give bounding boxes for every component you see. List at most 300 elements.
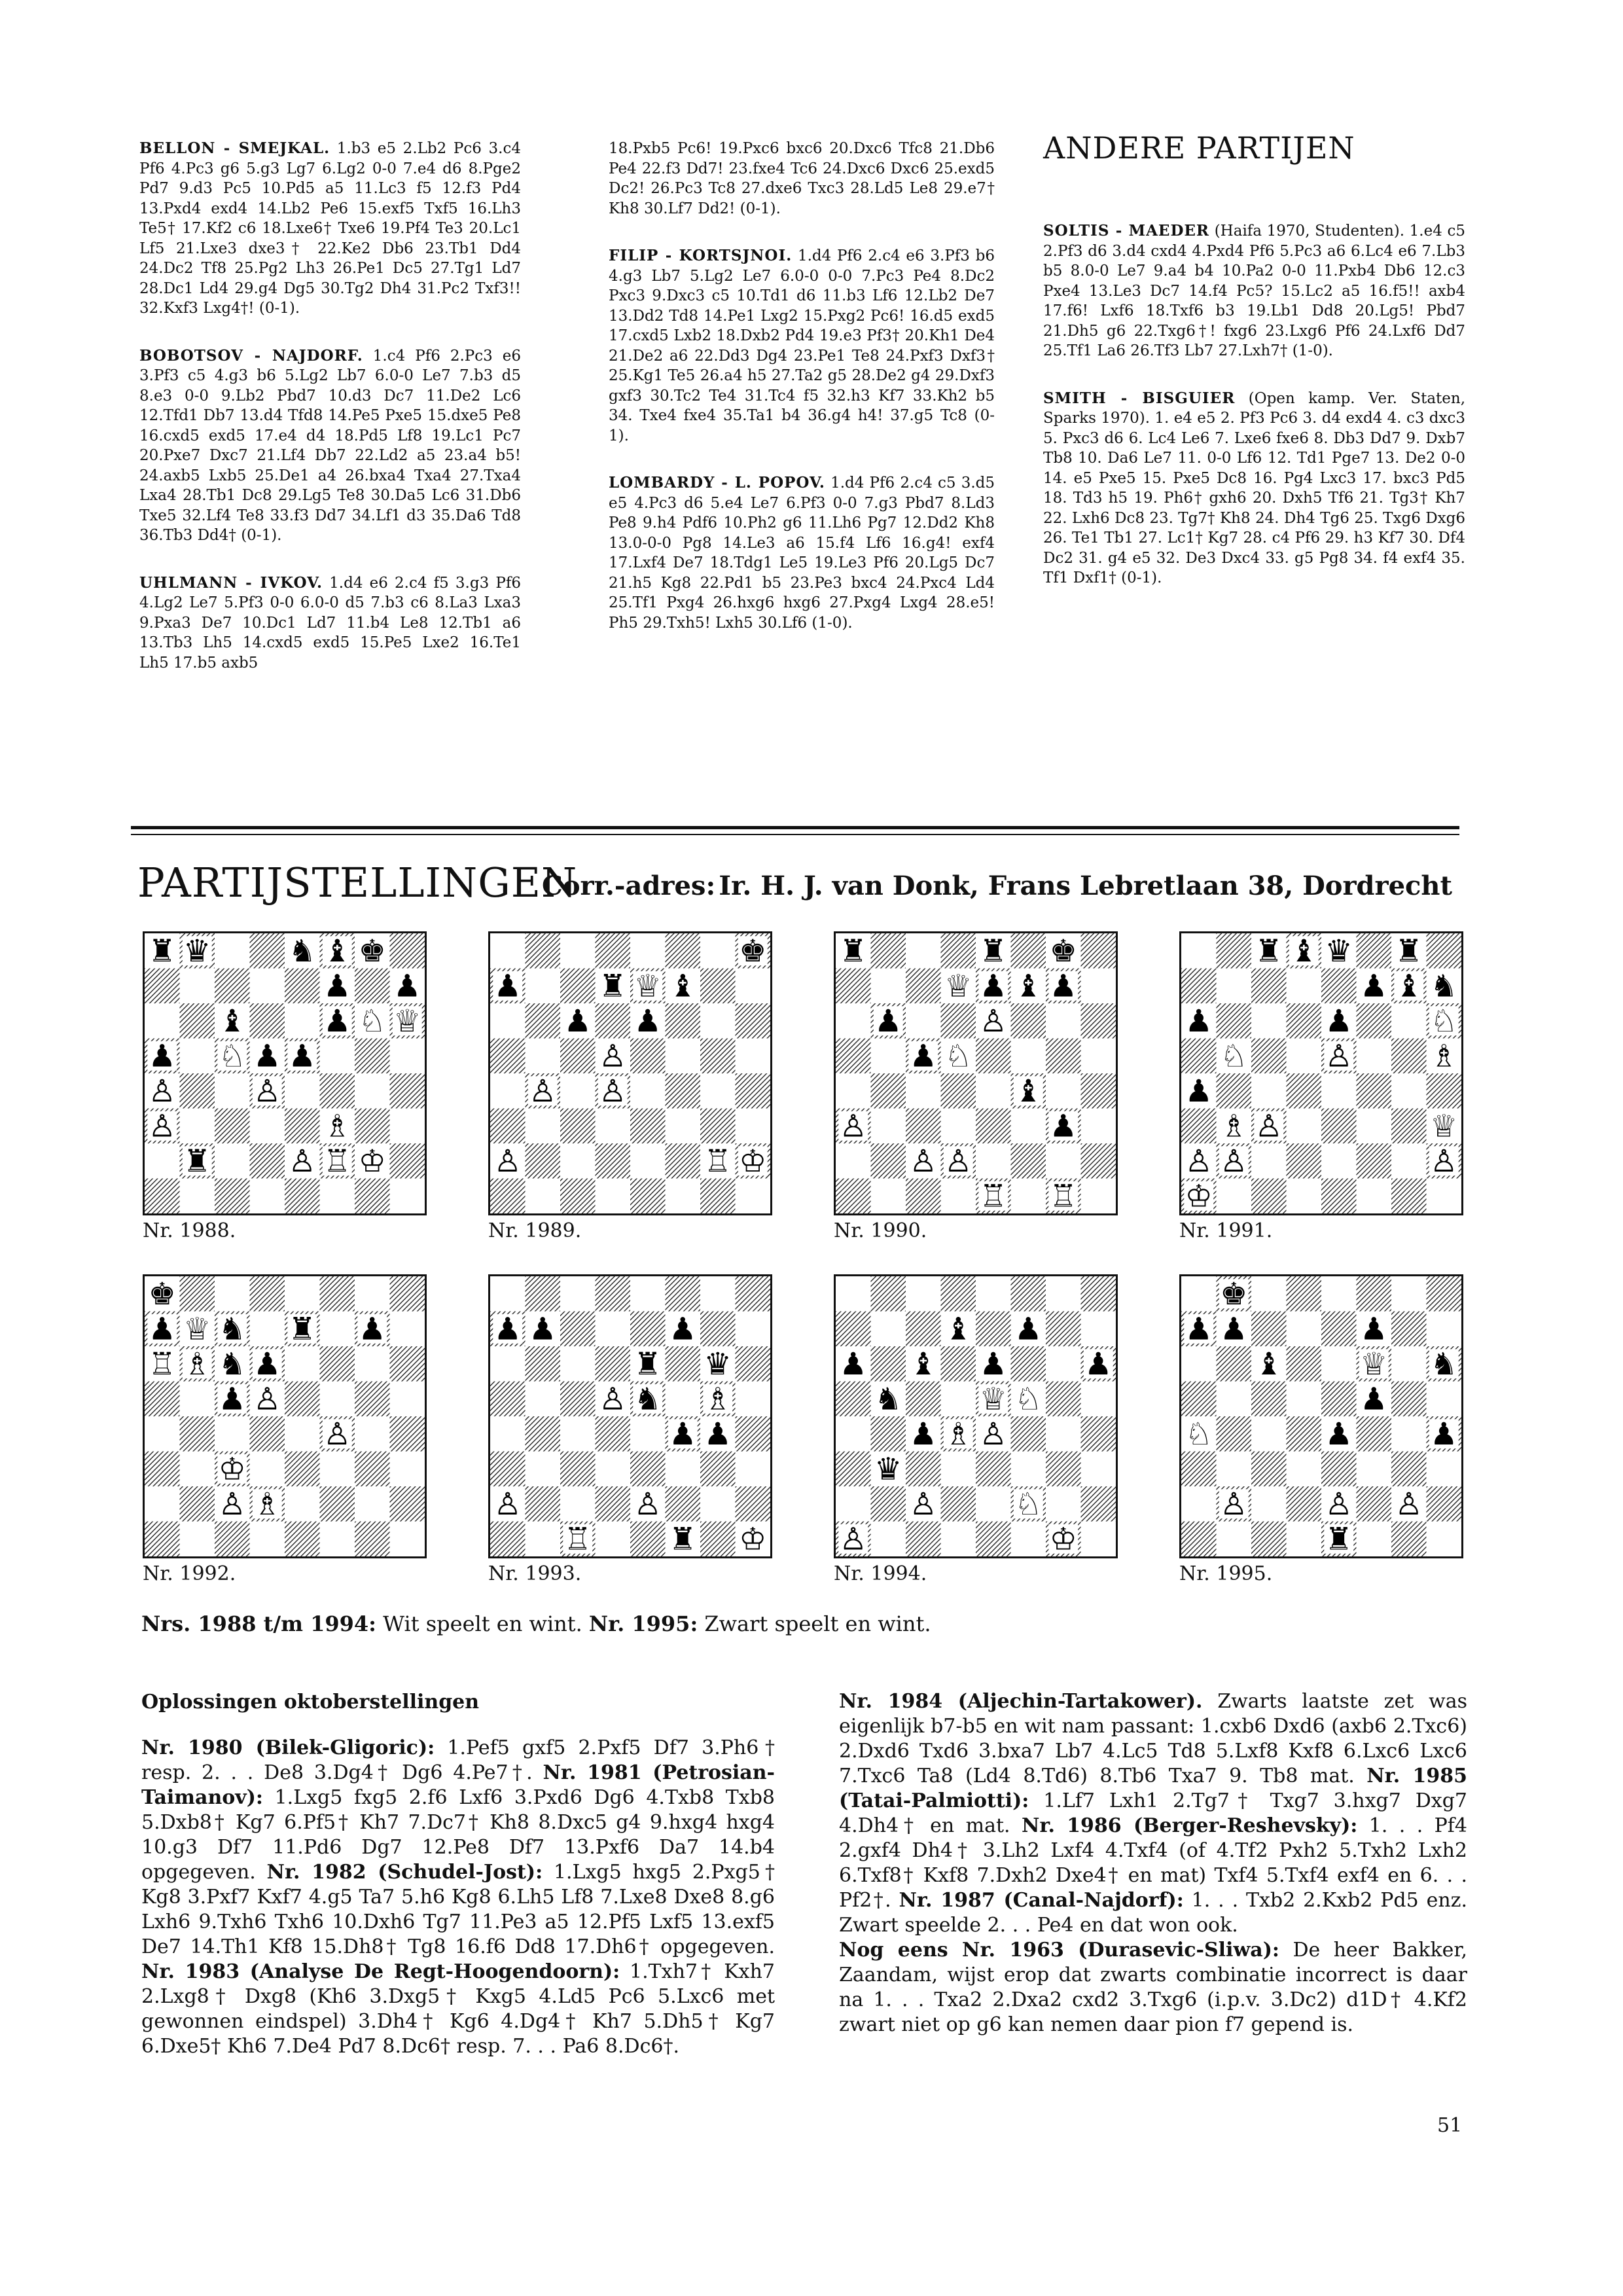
light-square bbox=[145, 1416, 180, 1452]
light-square bbox=[180, 1039, 215, 1074]
black-rook-icon: ♜ bbox=[669, 1521, 697, 1556]
game-entry bbox=[139, 139, 521, 319]
light-square bbox=[1217, 1452, 1252, 1487]
light-square bbox=[560, 1276, 596, 1312]
dark-square bbox=[1217, 1346, 1252, 1382]
light-square bbox=[1427, 1312, 1462, 1347]
dark-square bbox=[700, 1522, 736, 1557]
black-pawn-icon: ♟ bbox=[1014, 1311, 1043, 1348]
light-square bbox=[976, 1143, 1011, 1179]
white-rook-icon: ♖ bbox=[979, 1178, 1007, 1213]
dark-square bbox=[836, 1039, 871, 1074]
game-entry bbox=[139, 346, 521, 546]
light-square bbox=[1287, 1179, 1322, 1214]
chess-diagram bbox=[488, 1274, 772, 1558]
dark-square bbox=[1011, 1143, 1046, 1179]
dark-square bbox=[976, 1039, 1011, 1074]
solution-heading: Nr. 1984 (Aljechin-Tartakower). bbox=[839, 1690, 1203, 1713]
dark-square bbox=[1287, 1416, 1322, 1452]
black-rook-icon: ♜ bbox=[148, 933, 176, 969]
dark-square bbox=[1287, 1486, 1322, 1522]
dark-square bbox=[215, 1179, 250, 1214]
light-square bbox=[1251, 1073, 1287, 1109]
dark-square bbox=[976, 1522, 1011, 1557]
dark-square bbox=[1391, 1179, 1427, 1214]
oplossingen-title: Oplossingen oktoberstellingen bbox=[141, 1691, 480, 1713]
white-pawn-icon: ♙ bbox=[1220, 1143, 1248, 1179]
dark-square bbox=[1181, 1109, 1217, 1144]
dark-square bbox=[596, 1003, 631, 1039]
light-square bbox=[320, 1452, 355, 1487]
black-pawn-icon: ♟ bbox=[323, 968, 351, 1005]
white-king-icon: ♔ bbox=[218, 1451, 246, 1488]
white-knight-icon: ♘ bbox=[1220, 1038, 1248, 1075]
white-knight-icon: ♘ bbox=[1014, 1381, 1043, 1418]
black-queen-icon: ♛ bbox=[183, 933, 211, 969]
light-square bbox=[736, 1312, 771, 1347]
black-pawn-icon: ♟ bbox=[909, 1038, 937, 1075]
light-square bbox=[871, 1522, 906, 1557]
dark-square bbox=[1357, 933, 1392, 969]
dark-square bbox=[1391, 1382, 1427, 1417]
dark-square bbox=[906, 969, 941, 1004]
diagram-number: Nr. 1992. bbox=[143, 1562, 236, 1585]
white-knight-icon: ♘ bbox=[944, 1038, 972, 1075]
dark-square bbox=[1046, 1312, 1081, 1347]
dark-square bbox=[1081, 1003, 1116, 1039]
dark-square bbox=[526, 1346, 561, 1382]
light-square bbox=[596, 1312, 631, 1347]
dark-square bbox=[1046, 1382, 1081, 1417]
light-square bbox=[560, 1346, 596, 1382]
light-square bbox=[1427, 1179, 1462, 1214]
dark-square bbox=[596, 933, 631, 969]
solution-heading: Nr. 1985 (Tatai-Palmiotti): bbox=[839, 1765, 1468, 1812]
white-knight-icon: ♘ bbox=[1185, 1416, 1213, 1452]
white-pawn-icon: ♙ bbox=[909, 1143, 937, 1179]
light-square bbox=[1321, 1143, 1357, 1179]
light-square bbox=[1046, 1346, 1081, 1382]
solution-heading: Nr. 1986 (Berger-Reshevsky): bbox=[1021, 1814, 1358, 1837]
dark-square bbox=[490, 1522, 526, 1557]
dark-square bbox=[1046, 1039, 1081, 1074]
light-square bbox=[1391, 1416, 1427, 1452]
black-pawn-icon: ♟ bbox=[839, 1346, 867, 1382]
dark-square bbox=[1357, 1073, 1392, 1109]
dark-square bbox=[941, 1486, 976, 1522]
dark-square bbox=[1427, 933, 1462, 969]
light-square bbox=[1357, 1109, 1392, 1144]
dark-square bbox=[596, 1416, 631, 1452]
chess-diagram bbox=[143, 1274, 427, 1558]
dark-square bbox=[666, 1346, 701, 1382]
dark-square bbox=[1391, 1522, 1427, 1557]
dark-square bbox=[180, 1416, 215, 1452]
light-square bbox=[1081, 1312, 1116, 1347]
white-pawn-icon: ♙ bbox=[1220, 1486, 1248, 1522]
light-square bbox=[1081, 1109, 1116, 1144]
black-pawn-icon: ♟ bbox=[669, 1416, 697, 1452]
dark-square bbox=[1217, 1416, 1252, 1452]
address-value: Ir. H. J. van Donk, Frans Lebretlaan 38, Dordrecht bbox=[719, 870, 1452, 901]
light-square bbox=[215, 1143, 250, 1179]
dark-square bbox=[145, 969, 180, 1004]
white-pawn-icon: ♙ bbox=[253, 1381, 281, 1418]
light-square bbox=[1046, 1486, 1081, 1522]
white-pawn-icon: ♙ bbox=[839, 1521, 867, 1556]
white-bishop-icon: ♗ bbox=[1430, 1038, 1458, 1075]
black-pawn-icon: ♟ bbox=[1049, 968, 1077, 1005]
light-square bbox=[250, 1452, 285, 1487]
light-square bbox=[180, 1452, 215, 1487]
dark-square bbox=[1321, 1109, 1357, 1144]
light-square bbox=[1046, 1003, 1081, 1039]
game-players: BELLON - SMEJKAL. bbox=[139, 139, 330, 157]
light-square bbox=[700, 933, 736, 969]
black-pawn-icon: ♟ bbox=[218, 1381, 246, 1418]
light-square bbox=[1011, 1522, 1046, 1557]
dark-square bbox=[666, 1486, 701, 1522]
dark-square bbox=[630, 1522, 666, 1557]
chessboard bbox=[145, 1276, 425, 1556]
dark-square bbox=[871, 1346, 906, 1382]
game-entry bbox=[609, 139, 995, 219]
white-king-icon: ♔ bbox=[358, 1143, 386, 1179]
dark-square bbox=[700, 969, 736, 1004]
light-square bbox=[666, 1179, 701, 1214]
dark-square bbox=[1217, 1073, 1252, 1109]
light-square bbox=[560, 933, 596, 969]
dark-square bbox=[1321, 1179, 1357, 1214]
chess-diagram bbox=[1179, 931, 1463, 1215]
light-square bbox=[250, 1312, 285, 1347]
black-pawn-icon: ♟ bbox=[1084, 1346, 1113, 1382]
dark-square bbox=[320, 1073, 355, 1109]
light-square bbox=[1046, 1276, 1081, 1312]
black-king-icon: ♚ bbox=[148, 1276, 176, 1312]
game-entry bbox=[609, 473, 995, 633]
dark-square bbox=[941, 1276, 976, 1312]
light-square bbox=[1181, 1276, 1217, 1312]
white-rook-icon: ♖ bbox=[563, 1521, 592, 1556]
dark-square bbox=[285, 969, 320, 1004]
black-pawn-icon: ♟ bbox=[704, 1416, 732, 1452]
light-square bbox=[1081, 1452, 1116, 1487]
dark-square bbox=[666, 1073, 701, 1109]
partijstellingen-title: PARTIJSTELLINGEN bbox=[137, 859, 578, 906]
black-bishop-icon: ♝ bbox=[669, 968, 697, 1005]
light-square bbox=[390, 1382, 425, 1417]
dark-square bbox=[355, 1522, 390, 1557]
light-square bbox=[250, 969, 285, 1004]
white-queen-icon: ♕ bbox=[1430, 1108, 1458, 1145]
dark-square bbox=[490, 1382, 526, 1417]
dark-square bbox=[736, 1416, 771, 1452]
white-rook-icon: ♖ bbox=[704, 1143, 732, 1179]
light-square bbox=[596, 1522, 631, 1557]
black-knight-icon: ♞ bbox=[218, 1346, 246, 1382]
dark-square bbox=[355, 1109, 390, 1144]
light-square bbox=[355, 1346, 390, 1382]
light-square bbox=[736, 1382, 771, 1417]
andere-partijen-title: ANDERE PARTIJEN bbox=[1043, 130, 1355, 166]
light-square bbox=[490, 1416, 526, 1452]
dark-square bbox=[630, 1452, 666, 1487]
black-pawn-icon: ♟ bbox=[493, 968, 522, 1005]
dark-square bbox=[596, 1143, 631, 1179]
light-square bbox=[736, 1039, 771, 1074]
light-square bbox=[285, 1276, 320, 1312]
light-square bbox=[906, 1073, 941, 1109]
game-entry bbox=[139, 573, 521, 673]
dark-square bbox=[390, 1486, 425, 1522]
correspondence-address bbox=[542, 870, 1452, 901]
dark-square bbox=[1011, 1346, 1046, 1382]
dark-square bbox=[355, 1452, 390, 1487]
black-bishop-icon: ♝ bbox=[218, 1003, 246, 1039]
light-square bbox=[1011, 1039, 1046, 1074]
dark-square bbox=[630, 1179, 666, 1214]
light-square bbox=[180, 1109, 215, 1144]
light-square bbox=[1251, 1416, 1287, 1452]
black-knight-icon: ♞ bbox=[1430, 1346, 1458, 1382]
white-queen-icon: ♕ bbox=[393, 1003, 421, 1039]
dark-square bbox=[596, 1486, 631, 1522]
light-square bbox=[596, 1452, 631, 1487]
dark-square bbox=[1046, 1452, 1081, 1487]
diagram-number: Nr. 1993. bbox=[488, 1562, 582, 1585]
games-column-2 bbox=[609, 139, 995, 660]
black-pawn-icon: ♟ bbox=[1049, 1108, 1077, 1145]
light-square bbox=[1011, 1179, 1046, 1214]
black-bishop-icon: ♝ bbox=[1395, 968, 1423, 1005]
light-square bbox=[490, 1276, 526, 1312]
dark-square bbox=[215, 969, 250, 1004]
solution-heading: Nr. 1980 (Bilek-Gligoric): bbox=[141, 1736, 435, 1759]
white-pawn-icon: ♙ bbox=[599, 1381, 627, 1418]
chessboard bbox=[490, 933, 770, 1213]
black-king-icon: ♚ bbox=[1220, 1276, 1248, 1312]
dark-square bbox=[180, 1073, 215, 1109]
light-square bbox=[836, 1143, 871, 1179]
dark-square bbox=[836, 1382, 871, 1417]
dark-square bbox=[736, 1073, 771, 1109]
dark-square bbox=[526, 933, 561, 969]
light-square bbox=[1181, 933, 1217, 969]
dark-square bbox=[1287, 1073, 1322, 1109]
light-square bbox=[526, 969, 561, 1004]
dark-square bbox=[906, 1312, 941, 1347]
game-players: SMITH - BISGUIER bbox=[1043, 389, 1236, 407]
light-square bbox=[736, 1109, 771, 1144]
light-square bbox=[1251, 1143, 1287, 1179]
light-square bbox=[906, 933, 941, 969]
black-rook-icon: ♜ bbox=[979, 933, 1007, 969]
games-column-3 bbox=[1043, 131, 1465, 616]
light-square bbox=[1287, 1109, 1322, 1144]
dark-square bbox=[355, 1179, 390, 1214]
light-square bbox=[836, 1416, 871, 1452]
light-square bbox=[1427, 1382, 1462, 1417]
light-square bbox=[1046, 1073, 1081, 1109]
dark-square bbox=[666, 1276, 701, 1312]
black-knight-icon: ♞ bbox=[874, 1381, 902, 1418]
dark-square bbox=[736, 1486, 771, 1522]
dark-square bbox=[1081, 933, 1116, 969]
white-knight-icon: ♘ bbox=[218, 1038, 246, 1075]
dark-square bbox=[1357, 1486, 1392, 1522]
light-square bbox=[1427, 1452, 1462, 1487]
white-queen-icon: ♕ bbox=[944, 968, 972, 1005]
light-square bbox=[1357, 1179, 1392, 1214]
white-rook-icon: ♖ bbox=[148, 1346, 176, 1382]
light-square bbox=[1321, 1276, 1357, 1312]
game-players: SOLTIS - MAEDER bbox=[1043, 222, 1210, 240]
dark-square bbox=[1357, 1416, 1392, 1452]
dark-square bbox=[145, 1452, 180, 1487]
white-king-icon: ♔ bbox=[1049, 1521, 1077, 1556]
black-bishop-icon: ♝ bbox=[1255, 1346, 1283, 1382]
white-rook-icon: ♖ bbox=[323, 1143, 351, 1179]
white-pawn-icon: ♙ bbox=[1325, 1486, 1353, 1522]
dark-square bbox=[490, 1039, 526, 1074]
address-label: Corr.-adres: bbox=[542, 870, 716, 901]
white-pawn-icon: ♙ bbox=[909, 1486, 937, 1522]
game-moves: 1.b3 e5 2.Lb2 Pc6 3.c4 Pf6 4.Pc3 g6 5.g3 Lg7 6.Lg2 0-0 7.e4 d6 8.Pge2 Pd7 9.d3 Pc5 10.Pd5 a5 11.Lc3 f5 12.f3 Pd4 13.Pxd4 exd4 14.Lb2 Pe6 15.exf5 Txf5 16.Lh3 Te5† 17.Kf2 c6 18.Lxe6† Txe6 19.Pf4 Te3 20.Lc1 Lf5 21.Lxe3 dxe3† 22.Ke2 Db6 23.Tb1 Dd4 24.Dc2 Tf8 25.Pg2 Lh3 26.Pe1 Dc5 27.Tg1 Ld7 28.Dc1 Ld4 29.g4 Dg5 30.Tg2 Dh4 31.Pc2 Txf3!! 32.Kxf3 Lxg4†! (0-1). bbox=[139, 140, 522, 317]
black-rook-icon: ♜ bbox=[183, 1143, 211, 1179]
black-pawn-icon: ♟ bbox=[529, 1311, 557, 1348]
solution-moves: 1.Lf7 Lxh1 2.Tg7† Txg7 3.hxg7 Dxg7 4.Dh4† en mat. bbox=[839, 1789, 1467, 1837]
light-square bbox=[145, 1003, 180, 1039]
dark-square bbox=[1081, 1276, 1116, 1312]
solution-moves: 1. . . Pf4 2.gxf4 Dh4† 3.Lh2 Lxf4 4.Txf4 (of 4.Tf2 Pxh2 5.Txh2 Lxh2 6.Txf8† Kxf8 7.Dxh2 Dxe4† en mat) Txf4 5.Txf4 exf4 en 6. . . Pf2†. bbox=[839, 1814, 1467, 1912]
black-king-icon: ♚ bbox=[739, 933, 767, 969]
light-square bbox=[1357, 1039, 1392, 1074]
light-square bbox=[941, 1109, 976, 1144]
light-square bbox=[215, 1276, 250, 1312]
light-square bbox=[666, 1039, 701, 1074]
white-knight-icon: ♘ bbox=[1014, 1486, 1043, 1522]
dark-square bbox=[596, 1346, 631, 1382]
white-pawn-icon: ♙ bbox=[493, 1143, 522, 1179]
light-square bbox=[490, 933, 526, 969]
dark-square bbox=[1391, 1452, 1427, 1487]
light-square bbox=[630, 1416, 666, 1452]
dark-square bbox=[941, 1346, 976, 1382]
dark-square bbox=[390, 1276, 425, 1312]
light-square bbox=[630, 1143, 666, 1179]
game-entry bbox=[1043, 389, 1465, 588]
light-square bbox=[1217, 1179, 1252, 1214]
dark-square bbox=[145, 1382, 180, 1417]
dark-square bbox=[1251, 1452, 1287, 1487]
light-square bbox=[180, 1382, 215, 1417]
light-square bbox=[976, 1073, 1011, 1109]
black-pawn-icon: ♟ bbox=[633, 1003, 662, 1039]
dark-square bbox=[836, 969, 871, 1004]
solutions-right-column bbox=[839, 1689, 1467, 2037]
light-square bbox=[1287, 1452, 1322, 1487]
dark-square bbox=[560, 1179, 596, 1214]
white-pawn-icon: ♙ bbox=[493, 1486, 522, 1522]
white-pawn-icon: ♙ bbox=[979, 1416, 1007, 1452]
black-knight-icon: ♞ bbox=[633, 1381, 662, 1418]
dark-square bbox=[1217, 1003, 1252, 1039]
light-square bbox=[1391, 1346, 1427, 1382]
black-queen-icon: ♛ bbox=[874, 1451, 902, 1488]
light-square bbox=[836, 1073, 871, 1109]
black-knight-icon: ♞ bbox=[1430, 968, 1458, 1005]
dark-square bbox=[250, 1143, 285, 1179]
chessboard bbox=[1181, 1276, 1461, 1556]
dark-square bbox=[180, 1486, 215, 1522]
dark-square bbox=[390, 1143, 425, 1179]
dark-square bbox=[1011, 1416, 1046, 1452]
black-rook-icon: ♜ bbox=[1255, 933, 1283, 969]
dark-square bbox=[1251, 969, 1287, 1004]
light-square bbox=[285, 1003, 320, 1039]
light-square bbox=[1391, 1276, 1427, 1312]
black-pawn-icon: ♟ bbox=[1220, 1311, 1248, 1348]
white-queen-icon: ♕ bbox=[183, 1311, 211, 1348]
dark-square bbox=[630, 1109, 666, 1144]
dark-square bbox=[736, 1276, 771, 1312]
dark-square bbox=[906, 1452, 941, 1487]
white-knight-icon: ♘ bbox=[1430, 1003, 1458, 1039]
light-square bbox=[1391, 1143, 1427, 1179]
light-square bbox=[490, 1346, 526, 1382]
page-number: 51 bbox=[1437, 2114, 1463, 2137]
light-square bbox=[836, 1003, 871, 1039]
dark-square bbox=[976, 1452, 1011, 1487]
black-pawn-icon: ♟ bbox=[1360, 968, 1388, 1005]
dark-square bbox=[1287, 1143, 1322, 1179]
white-pawn-icon: ♙ bbox=[839, 1108, 867, 1145]
light-square bbox=[285, 1416, 320, 1452]
caption-1995: Nr. 1995: bbox=[588, 1611, 698, 1636]
game-players: UHLMANN - IVKOV. bbox=[139, 573, 323, 592]
dark-square bbox=[490, 1109, 526, 1144]
dark-square bbox=[250, 933, 285, 969]
black-rook-icon: ♜ bbox=[633, 1346, 662, 1382]
black-pawn-icon: ♟ bbox=[1360, 1311, 1388, 1348]
black-pawn-icon: ♟ bbox=[563, 1003, 592, 1039]
caption-black-task: Zwart speelt en wint. bbox=[698, 1611, 931, 1636]
dark-square bbox=[526, 1143, 561, 1179]
light-square bbox=[1046, 1416, 1081, 1452]
dark-square bbox=[490, 1179, 526, 1214]
dark-square bbox=[1391, 1312, 1427, 1347]
white-pawn-icon: ♙ bbox=[148, 1108, 176, 1145]
black-pawn-icon: ♟ bbox=[1430, 1416, 1458, 1452]
dark-square bbox=[390, 1416, 425, 1452]
light-square bbox=[526, 1522, 561, 1557]
light-square bbox=[871, 969, 906, 1004]
light-square bbox=[320, 1179, 355, 1214]
light-square bbox=[1217, 1382, 1252, 1417]
light-square bbox=[1081, 1039, 1116, 1074]
light-square bbox=[215, 933, 250, 969]
dark-square bbox=[1081, 1073, 1116, 1109]
white-king-icon: ♔ bbox=[739, 1143, 767, 1179]
dark-square bbox=[390, 1346, 425, 1382]
light-square bbox=[666, 1452, 701, 1487]
dark-square bbox=[526, 1276, 561, 1312]
dark-square bbox=[320, 1276, 355, 1312]
light-square bbox=[871, 1109, 906, 1144]
light-square bbox=[836, 1276, 871, 1312]
light-square bbox=[941, 1452, 976, 1487]
